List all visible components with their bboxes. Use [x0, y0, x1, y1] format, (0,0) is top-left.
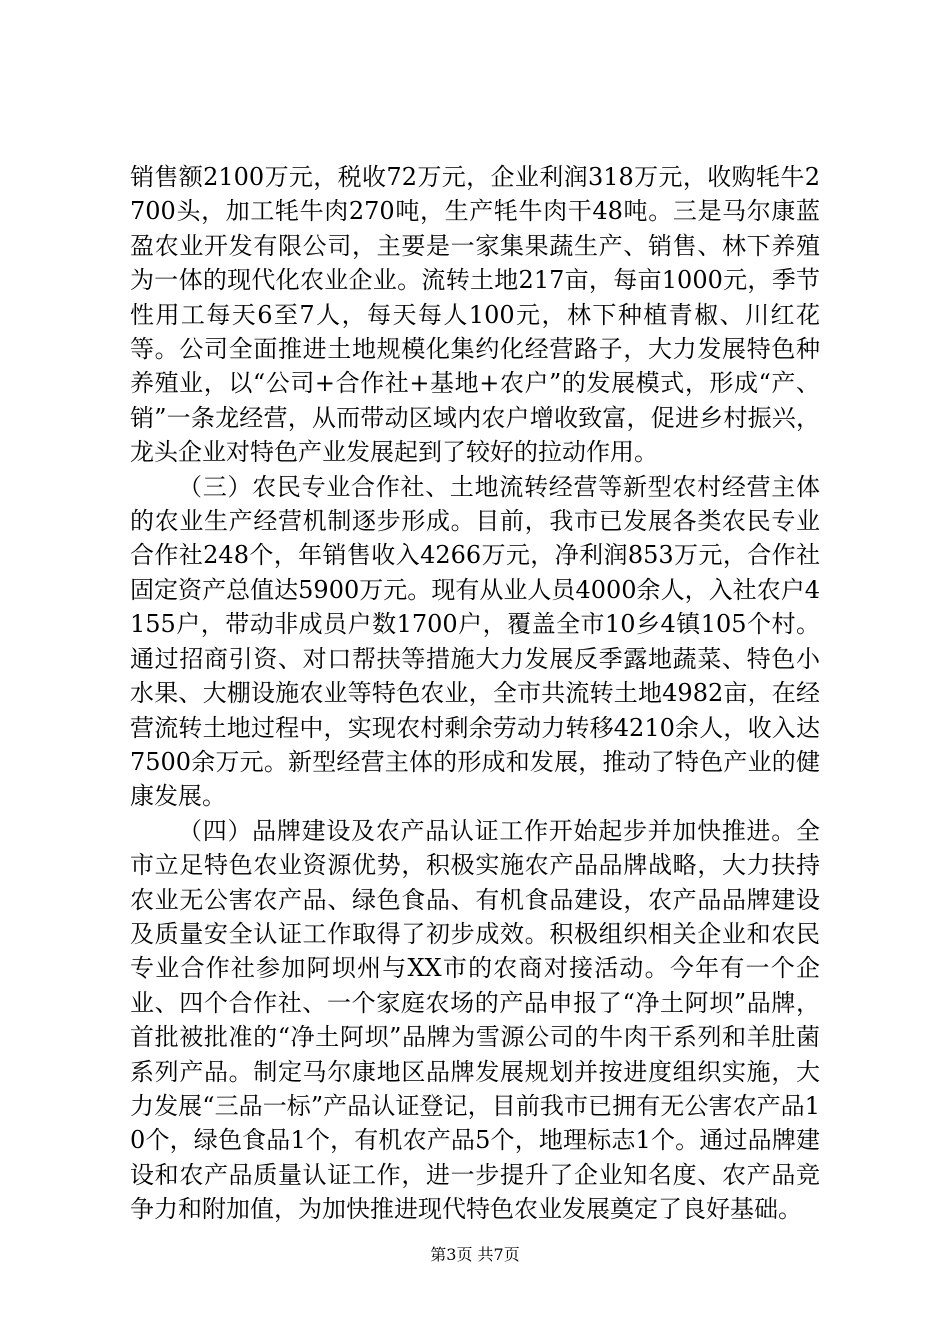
- paragraph-section-3: （三）农民专业合作社、土地流转经营等新型农村经营主体的农业生产经营机制逐步形成。目前，我市已发展各类农民专业合作社248个，年销售收入4266万元，净利润853万元，合作社固定资产总值达5900万元。现有从业人员4000余人，入社农户4155户，带动非成员户数1700户，覆盖全市10乡4镇105个村。通过招商引资、对口帮扶等措施大力发展反季露地蔬菜、特色小水果、大棚设施农业等特色农业，全市共流转土地4982亩，在经营流转土地过程中，实现农村剩余劳动力转移4210余人，收入达7500余万元。新型经营主体的形成和发展，推动了特色产业的健康发展。: [130, 472, 820, 811]
- paragraph-section-4: （四）品牌建设及农产品认证工作开始起步并加快推进。全市立足特色农业资源优势，积极实施农产品品牌战略，大力扶持农业无公害农产品、绿色食品、有机食品建设，农产品品牌建设及质量安全认证工作取得了初步成效。积极组织相关企业和农民专业合作社参加阿坝州与XX市的农商对接活动。今年有一个企业、四个合作社、一个家庭农场的产品申报了“净土阿坝”品牌，首批被批准的“净土阿坝”品牌为雪源公司的牛肉干系列和羊肚菌系列产品。制定马尔康地区品牌发展规划并按进度组织实施，大力发展“三品一标”产品认证登记，目前我市已拥有无公害农产品10个，绿色食品1个，有机农产品5个，地理标志1个。通过品牌建设和农产品质量认证工作，进一步提升了企业知名度、农产品竞争力和附加值，为加快推进现代特色农业发展奠定了良好基础。: [130, 816, 820, 1224]
- page-number: 第3页 共7页: [430, 1245, 520, 1264]
- page-footer: [0, 1245, 950, 1265]
- body-text: [130, 160, 820, 1227]
- paragraph-continuation: 销售额2100万元，税收72万元，企业利润318万元，收购牦牛2700头，加工牦牛肉270吨，生产牦牛肉干48吨。三是马尔康蓝盈农业开发有限公司，主要是一家集果蔬生产、销售、林下养殖为一体的现代化农业企业。流转土地217亩，每亩1000元，季节性用工每天6至7人，每天每人100元，林下种植青椒、川红花等。公司全面推进土地规模化集约化经营路子，大力发展特色种养殖业，以“公司+合作社+基地+农户”的发展模式，形成“产、销”一条龙经营，从而带动区域内农户增收致富，促进乡村振兴，龙头企业对特色产业发展起到了较好的拉动作用。: [130, 163, 820, 467]
